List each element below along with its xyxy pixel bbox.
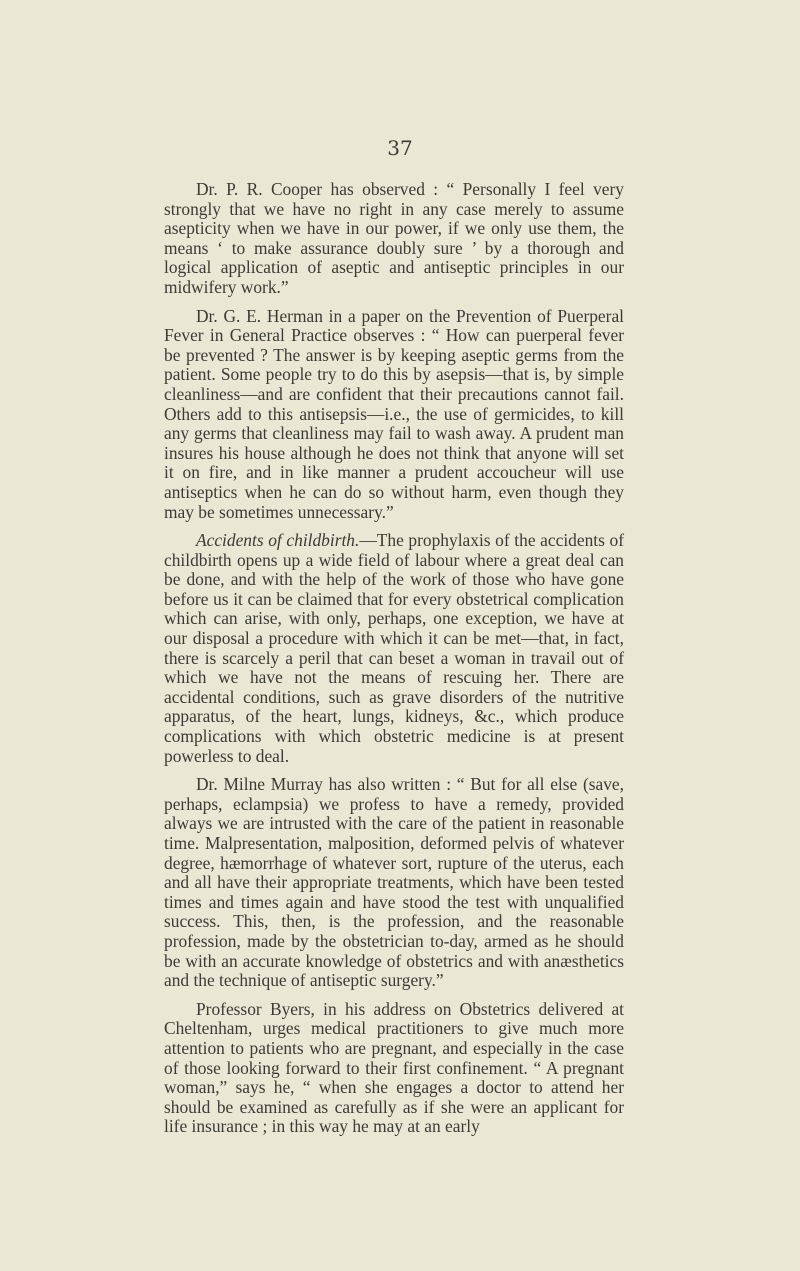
paragraph-text: Dr. Milne Murray has also written : “ But for all else (save, perhaps, eclampsia) we profess to have a remedy, provided always we are intrusted with the care of the patient in reasonable time. Malpresentation, malposition, deformed pelvis of whatever degree, hæmorrhage of whatever sort, rupture of the uterus, each and all have their appropriate treatments, which have been tested times and times again and have stood the test with unqualified success. This, then, is the profession, and the reasonable profession, made by the obstetrician to-day, armed as he should be with an accurate knowledge of obstetrics and with anæsthetics and the technique of antiseptic surgery.” [164, 774, 624, 991]
section-run-in-heading: Accidents of childbirth. [196, 530, 360, 551]
paragraph-cooper [164, 180, 624, 298]
paragraph-text: Professor Byers, in his address on Obstetrics delivered at Cheltenham, urges medical practitioners to give much more attention to patients who are pregnant, and especially in the case of those looking forward to their first confinement. “ A pregnant woman,” says he, “ when she engages a doctor to attend her should be examined as carefully as if she were an applicant for life insurance ; in this way he may at an early [164, 998, 624, 1137]
body-text [164, 180, 624, 1146]
page-number: 37 [387, 136, 413, 160]
paragraph-herman [164, 307, 624, 523]
paragraph-text: —The prophylaxis of the accidents of childbirth opens up a wide field of labour where a great deal can be done, and with the help of the work of those who have gone before us it can be claimed that for every obstetrical complication which can arise, with only, perhaps, one exception, we have at our disposal a procedure with which it can be met—that, in fact, there is scarcely a peril that can beset a woman in travail out of which we have not the means of rescuing her. There are accidental conditions, such as grave disorders of the nutritive apparatus, of the heart, lungs, kidneys, &c., which produce complications with which obstetric medicine is at present powerless to deal. [164, 530, 625, 766]
paragraph-byers [164, 1000, 624, 1137]
paragraph-text: Dr. P. R. Cooper has observed : “ Personally I feel very strongly that we have no right in any case merely to assume asepticity when we have in our power, if we only use them, the means ‘ to make assurance doubly sure ’ by a thorough and logical application of aseptic and antiseptic principles in our midwifery work.” [164, 179, 624, 297]
paragraph-milne-murray [164, 775, 624, 991]
paragraph-accidents-of-childbirth [164, 531, 624, 766]
paragraph-text: Dr. G. E. Herman in a paper on the Prevention of Puerperal Fever in General Practice observes : “ How can puerperal fever be prevented ? The answer is by keeping aseptic germs from the patient. Some people try to do this by asepsis—that is, by simple cleanliness—and are confident that their precautions cannot fail. Others add to this antisepsis—i.e., the use of germicides, to kill any germs that cleanliness may fail to wash away. A prudent man insures his house although he does not think that anyone will set it on fire, and in like manner a prudent accoucheur will use antiseptics when he can do so without harm, even though they may be sometimes unnecessary.” [164, 305, 624, 522]
